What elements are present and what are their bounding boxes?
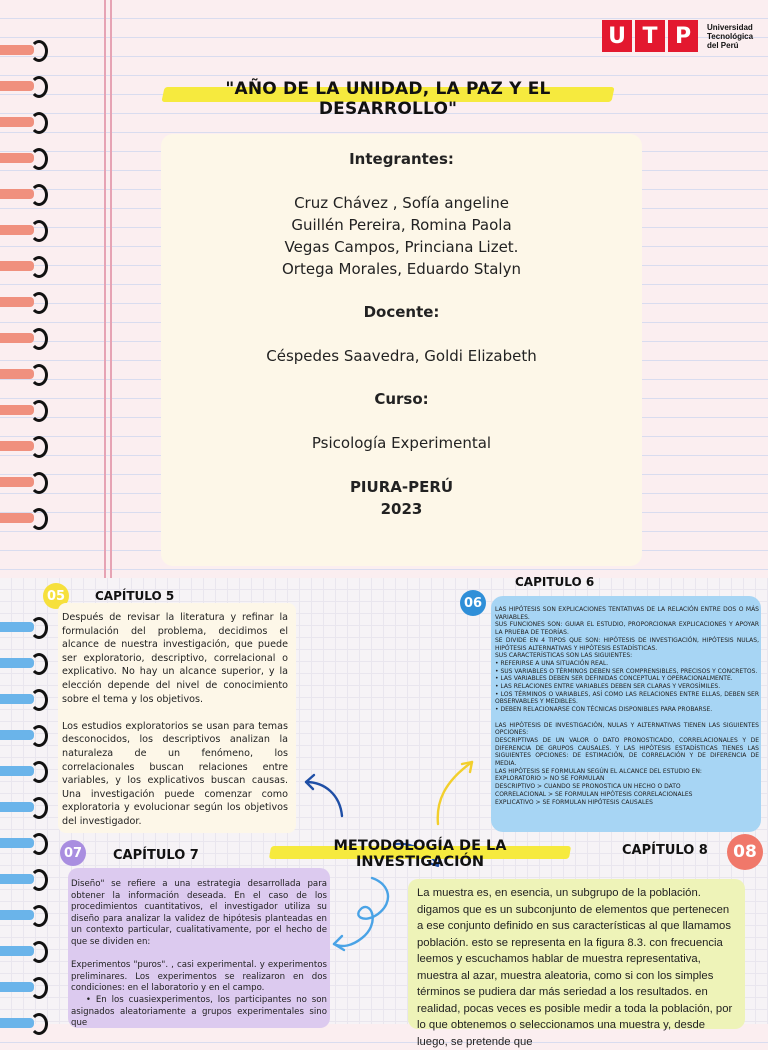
hypothesis-line: • LAS RELACIONES ENTRE VARIABLES DEBEN SER CLARAS Y VEROSÍMILES. [495, 683, 721, 691]
hypothesis-line: LAS HIPÓTESIS SE FORMULAN SEGÚN EL ALCANCE DEL ESTUDIO EN: [495, 767, 702, 775]
integrantes-label: Integrantes: [349, 150, 454, 168]
chapter-6-badge: 06 [460, 590, 486, 616]
curso-name: Psicología Experimental [311, 434, 492, 452]
chapter-8-box [408, 879, 745, 1048]
notebook-margin-line [104, 0, 106, 578]
hypothesis-line: • LAS VARIABLES DEBEN SER DEFINIDAS CONCEPTUAL Y OPERACIONALMENTE. [495, 675, 733, 683]
arrow-curl-icon [328, 872, 398, 956]
logo-letter-u: U [602, 20, 632, 52]
hypothesis-line: EXPLORATORIO > NO SE FORMULAN [495, 775, 605, 783]
hypothesis-line: EXPLICATIVO > SE FORMULAN HIPÓTESIS CAUSALES [495, 798, 653, 806]
hypothesis-line: DESCRIPTIVAS DE UN VALOR O DATO PRONOSTICADO, CORRELACIONALES Y DE DIFERENCIA DE GRUPOS CAUSALES. Y LAS HIPÓTESIS ESTADÍSTICAS TIENES LAS SIGUIENTES OPCIONES: DE ESTIMACIÓN, DE CORRELACIÓN Y DE DIFERENCIA DE MEDIA. [495, 736, 759, 768]
chapter-6-box [491, 596, 761, 832]
notebook-margin-line [110, 0, 112, 578]
place: PIURA-PERÚ [349, 478, 454, 496]
spiral-binding-top [0, 0, 50, 578]
member-name: Guillén Pereira, Romina Paola [291, 216, 512, 234]
utp-logo [602, 20, 753, 52]
member-name: Vegas Campos, Princiana Lizet. [284, 238, 519, 256]
hypothesis-line: SE DIVIDE EN 4 TIPOS QUE SON: HIPÓTESIS DE INVESTIGACIÓN, HIPÓTESIS NULAS, HIPÓTESIS ALTERNATIVAS Y HIPÓTESIS ESTADÍSTICAS. [495, 636, 759, 652]
methodology-title [270, 838, 570, 870]
paragraph: Experimentos "puros". , casi experimental. y experimentos preliminares. Los experimentos se realizaron en dos condiciones: en el laboratorio y en el campo. [71, 960, 327, 994]
hypothesis-line [495, 714, 759, 722]
chapter-7-text [71, 879, 330, 1030]
logo-letter-p: P [668, 20, 698, 52]
chapter-5-badge: 05 [43, 583, 69, 609]
member-name: Cruz Chávez , Sofía angeline [294, 194, 509, 212]
hypothesis-line: LAS HIPÓTESIS SON EXPLICACIONES TENTATIVAS DE LA RELACIÓN ENTRE DOS O MÁS VARIABLES. [495, 606, 759, 621]
hypothesis-line: • REFERIRSE A UNA SITUACIÓN REAL. [495, 659, 609, 667]
paragraph: Diseño" se refiere a una estrategia desarrollada para obtener la información deseada. En el caso de los procedimientos cuantitativos, el investigador utiliza su diseño para analizar la validez de hipótesis planteadas en un contexto particular, cualitativamente, por el hecho de que se dividen en: [71, 879, 327, 947]
chapter-6-text [495, 606, 759, 806]
paragraph: Los estudios exploratorios se usan para temas desconocidos, los descriptivos analizan la naturaleza de un fenómeno, los correlacionales buscan relaciones entre variables, y los explicativos buscan causas. Una investigación puede comenzar como exploratoria y evolucionar según los objetivos del investigador. [62, 720, 288, 827]
chapter-7-box [68, 868, 330, 1028]
methodology-title-text: METODOLOGÍA DE LA INVESTIGACIÓN [333, 838, 507, 870]
member-name: Ortega Morales, Eduardo Stalyn [281, 260, 521, 278]
chapter-8-badge: 08 [727, 834, 763, 870]
arrow-left-icon [300, 770, 350, 820]
chapter-5-box [58, 603, 296, 833]
hypothesis-line: DESCRIPTIVO > CUANDO SE PRONOSTICA UN HECHO O DATO [495, 783, 681, 791]
hypothesis-line: • SUS VARIABLES O TÉRMINOS DEBEN SER COMPRENSIBLES, PRECISOS Y CONCRETOS. [495, 667, 758, 675]
cover-card [161, 134, 642, 566]
logo-wordmark: Universidad Tecnológica del Perú [707, 22, 754, 50]
arrow-up-icon [430, 752, 480, 828]
chapter-7-badge: 07 [60, 840, 86, 866]
chapter-5-text [62, 611, 288, 842]
curso-label: Curso: [374, 390, 429, 408]
year-banner-title: "AÑO DE LA UNIDAD, LA PAZ Y EL DESARROLLO" [225, 79, 551, 119]
docente-label: Docente: [363, 303, 440, 321]
docente-name: Céspedes Saavedra, Goldi Elizabeth [266, 347, 537, 365]
hypothesis-line: • DEBEN RELACIONARSE CON TÉCNICAS DISPONIBLES PARA PROBARSE. [495, 706, 713, 714]
year: 2023 [380, 500, 423, 518]
year-banner [163, 79, 613, 119]
hypothesis-line: CORRELACIONAL > SE FORMULAN HIPÓTESIS CORRELACIONALES [495, 790, 693, 798]
logo-letter-t: T [635, 20, 665, 52]
chapter-8-title: CAPÍTULO 8 [622, 843, 708, 858]
hypothesis-line: SUS FUNCIONES SON: GUIAR EL ESTUDIO, PROPORCIONAR EXPLICACIONES Y APOYAR LA PRUEBA DE TEORÍAS. [495, 621, 759, 637]
hypothesis-line: SUS CARACTERÍSTICAS SON LAS SIGUIENTES: [495, 652, 633, 660]
chapter-6-title: CAPITULO 6 [515, 575, 595, 589]
hypothesis-line: • LOS TÉRMINOS O VARIABLES, ASÍ COMO LAS RELACIONES ENTRE ELLAS, DEBEN SER OBSERVABLES Y MEDIBLES. [495, 690, 759, 706]
spiral-binding-bottom [0, 578, 50, 1024]
chapter-5-title: CAPÍTULO 5 [95, 589, 175, 603]
paragraph: Después de revisar la literatura y refinar la formulación del problema, decidimos el alcance de nuestra investigación, que puede ser exploratorio, descriptivo, correlacional o explicativo. No hay un alcance superior, y la elección depende del nivel de conocimiento sobre el tema y los objetivos. [62, 612, 288, 705]
chapter-7-title: CAPÍTULO 7 [113, 848, 199, 863]
chapter-8-text: La muestra es, en esencia, un subgrupo de la población. digamos que es un subconjunto de elementos que pertenecen a ese conjunto definido en sus características al que llamamos población. esto se representa en la figura 8.3. con frecuencia leemos y escuchamos hablar de muestra representativa, muestra al azar, muestra aleatoria, como si con los simples términos se pudiera dar más seriedad a los resultados. en realidad, pocas veces es posible medir a toda la población, por lo que obtenemos o seleccionamos una muestra y, desde luego, se pretende que [417, 887, 733, 1048]
hypothesis-line: LAS HIPÓTESIS DE INVESTIGACIÓN, NULAS Y ALTERNATIVAS TIENEN LAS SIGUIENTES OPCIONES: [495, 721, 759, 737]
paragraph: • En los cuasiexperimentos, los participantes no son asignados aleatoriamente a grupos experimentales sino que [71, 994, 330, 1029]
